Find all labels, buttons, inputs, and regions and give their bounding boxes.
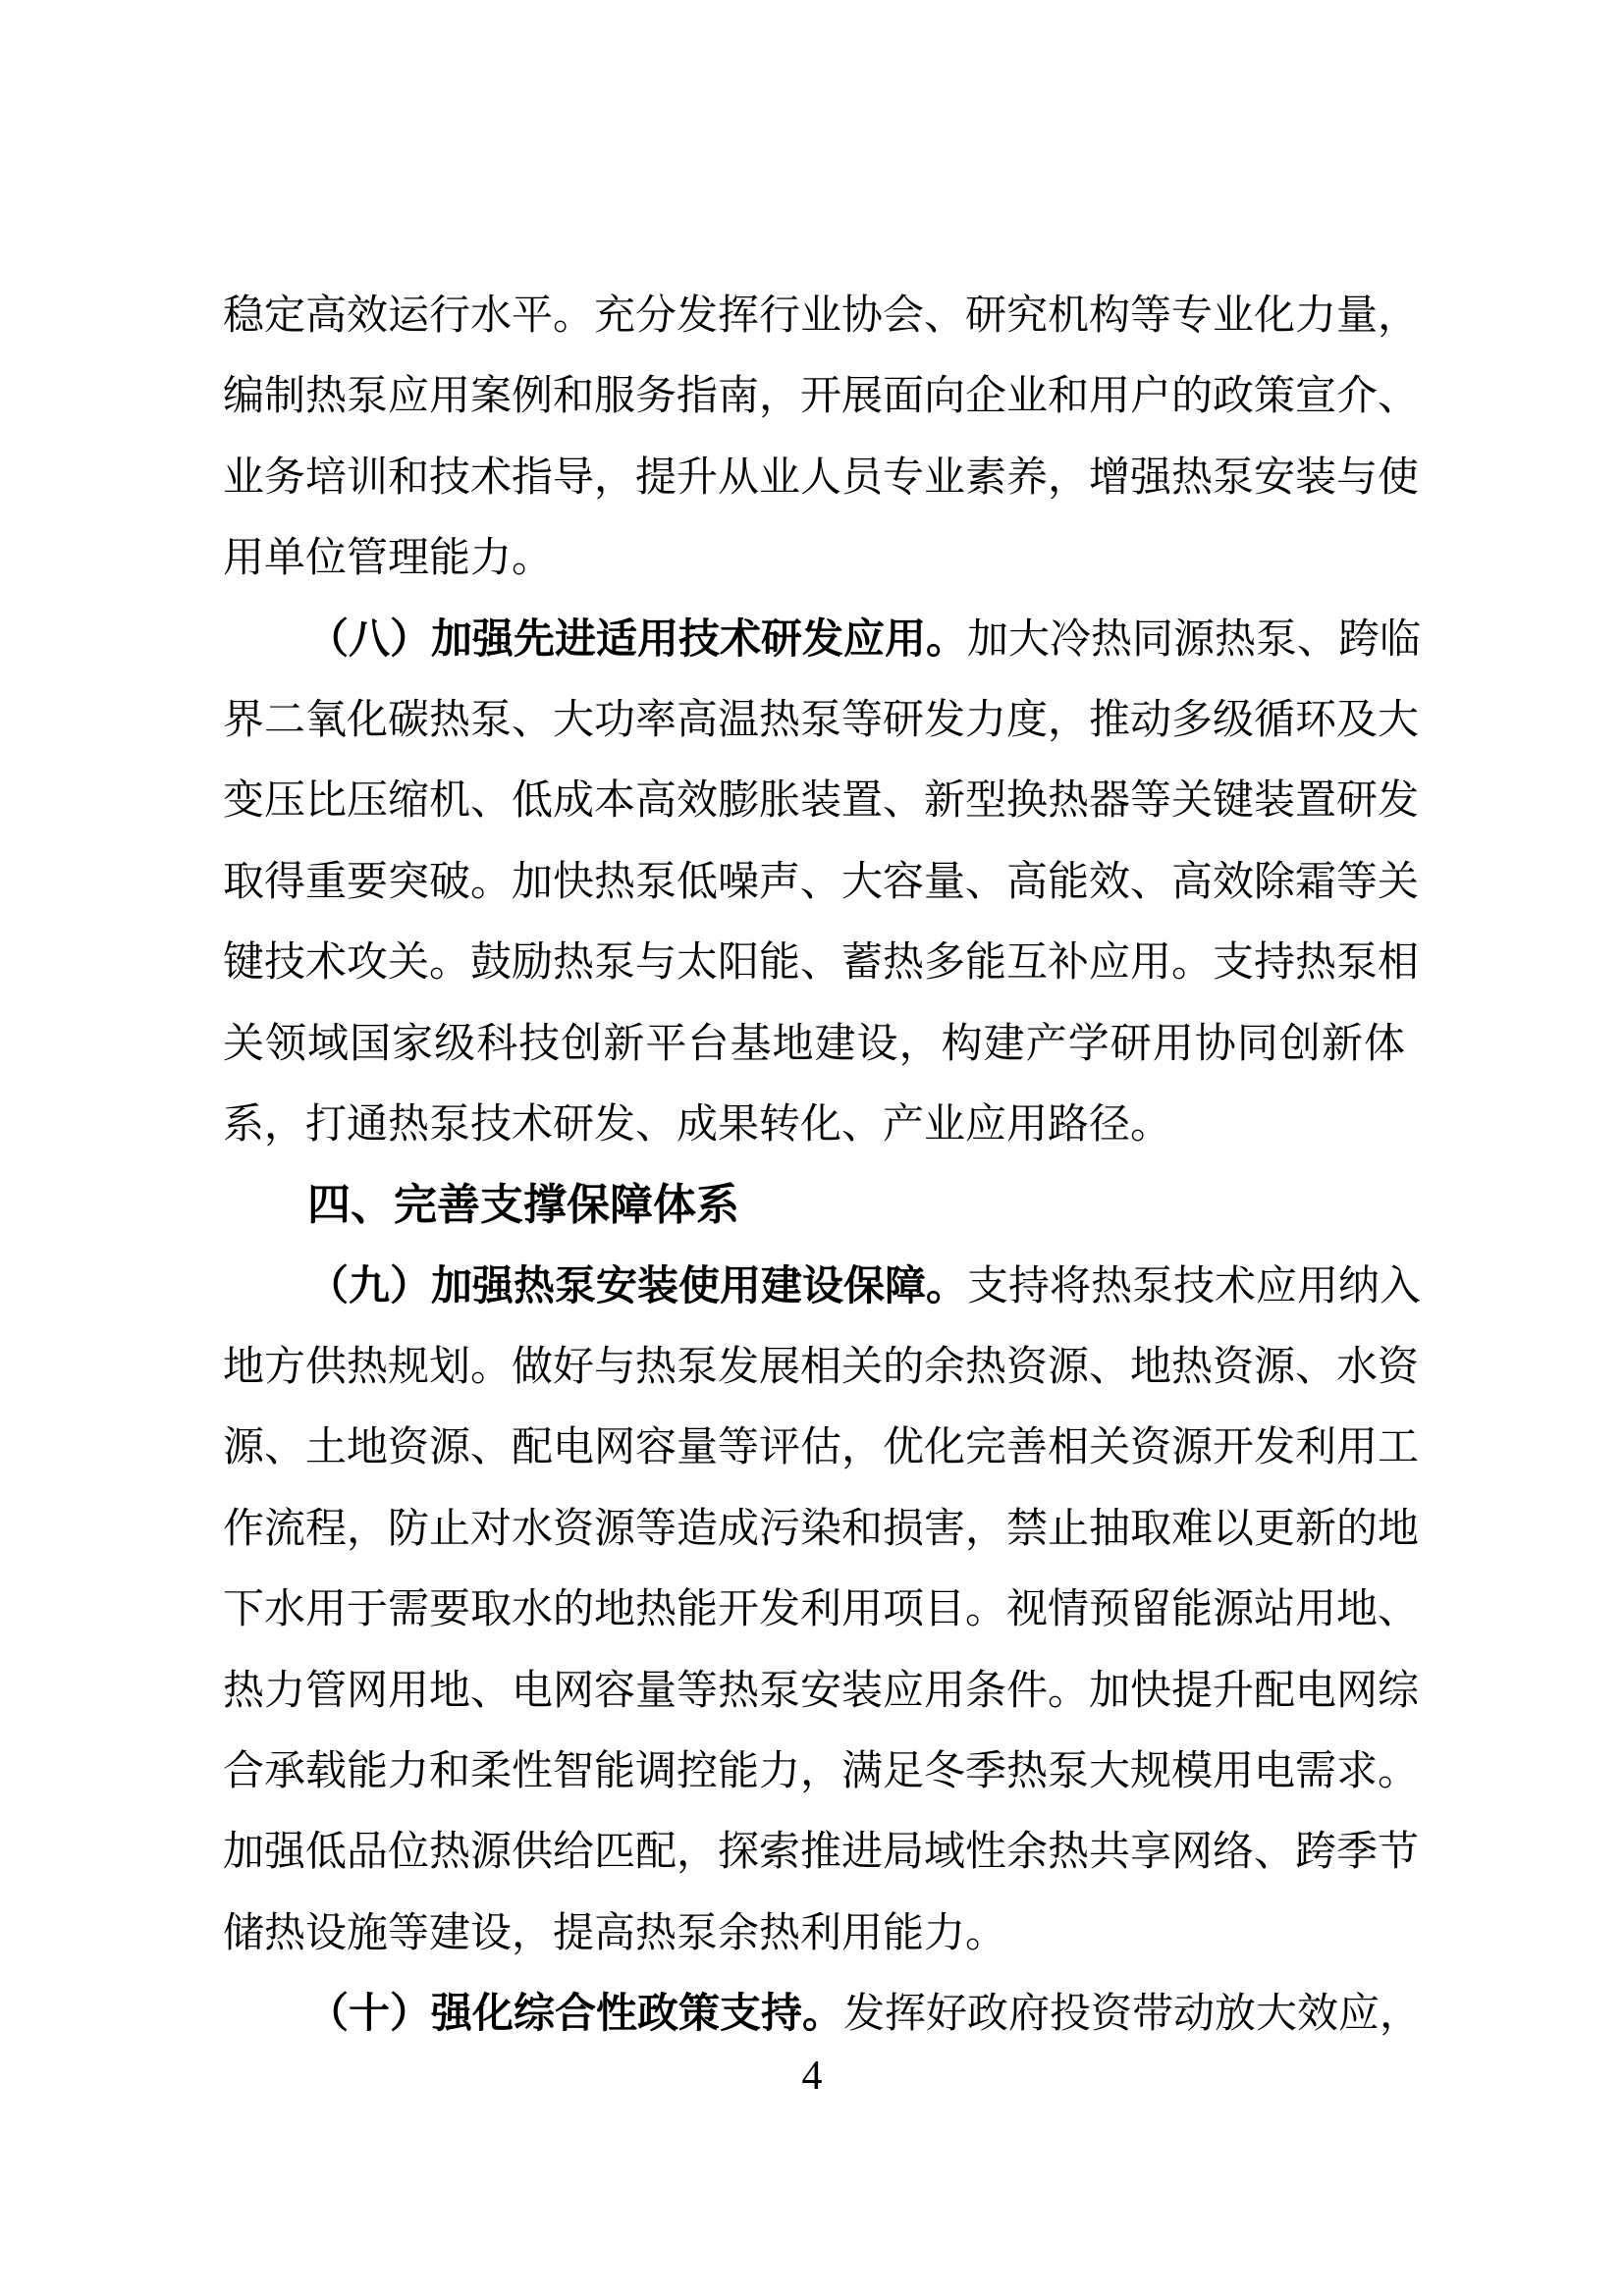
- item-body-text: 支持将热泵技术应用纳入: [967, 1263, 1422, 1309]
- item-body-text: 加大冷热同源热泵、跨临: [967, 616, 1422, 663]
- text-line: 源、土地资源、配电网容量等评估，优化完善相关资源开发利用工: [223, 1425, 1420, 1471]
- paragraph-last-line: 储热设施等建设，提高热泵余热利用能力。: [223, 1910, 1007, 1956]
- text-line: 关领域国家级科技创新平台基地建设，构建产学研用协同创新体: [223, 1021, 1405, 1067]
- document-body: [223, 276, 1422, 2056]
- item-body-text: 发挥好政府投资带动放大效应，: [843, 1992, 1422, 2038]
- item-heading-line: [223, 1247, 1422, 1327]
- text-line: 变压比压缩机、低成本高效膨胀装置、新型换热器等关键装置研发: [223, 778, 1420, 825]
- item-title: （九）加强热泵安装使用建设保障。: [307, 1263, 968, 1309]
- text-line: 取得重要突破。加快热泵低噪声、大容量、高能效、高效除霜等关: [223, 859, 1420, 905]
- text-line: 界二氧化碳热泵、大功率高温热泵等研发力度，推动多级循环及大: [223, 697, 1420, 743]
- section-heading: 四、完善支撑保障体系: [307, 1181, 739, 1230]
- item-title: （十）强化综合性政策支持。: [307, 1992, 844, 2038]
- paragraph-last-line: 系，打通热泵技术研发、成果转化、产业应用路径。: [223, 1101, 1172, 1148]
- text-line: 地方供热规划。做好与热泵发展相关的余热资源、地热资源、水资: [223, 1345, 1420, 1391]
- text-line: 稳定高效运行水平。充分发挥行业协会、研究机构等专业化力量，: [223, 294, 1420, 339]
- item-heading-line: [223, 600, 1422, 680]
- item-heading-line: [223, 1974, 1422, 2055]
- text-line: 作流程，防止对水资源等造成污染和损害，禁止抽取难以更新的地: [223, 1506, 1420, 1552]
- page-number: 4: [801, 2054, 823, 2099]
- item-title: （八）加强先进适用技术研发应用。: [307, 616, 968, 663]
- text-line: 加强低品位热源供给匹配，探索推进局域性余热共享网络、跨季节: [223, 1830, 1420, 1876]
- text-line: 编制热泵应用案例和服务指南，开展面向企业和用户的政策宣介、: [223, 374, 1420, 420]
- text-line: 键技术攻关。鼓励热泵与太阳能、蓄热多能互补应用。支持热泵相: [223, 940, 1420, 987]
- text-line: 业务培训和技术指导，提升从业人员专业素养，增强热泵安装与使: [223, 454, 1420, 501]
- paragraph-last-line: 用单位管理能力。: [223, 536, 554, 582]
- text-line: 合承载能力和柔性智能调控能力，满足冬季热泵大规模用电需求。: [223, 1749, 1420, 1795]
- text-line: 下水用于需要取水的地热能开发利用项目。视情预留能源站用地、: [223, 1587, 1420, 1633]
- text-line: 热力管网用地、电网容量等热泵安装应用条件。加快提升配电网综: [223, 1668, 1420, 1714]
